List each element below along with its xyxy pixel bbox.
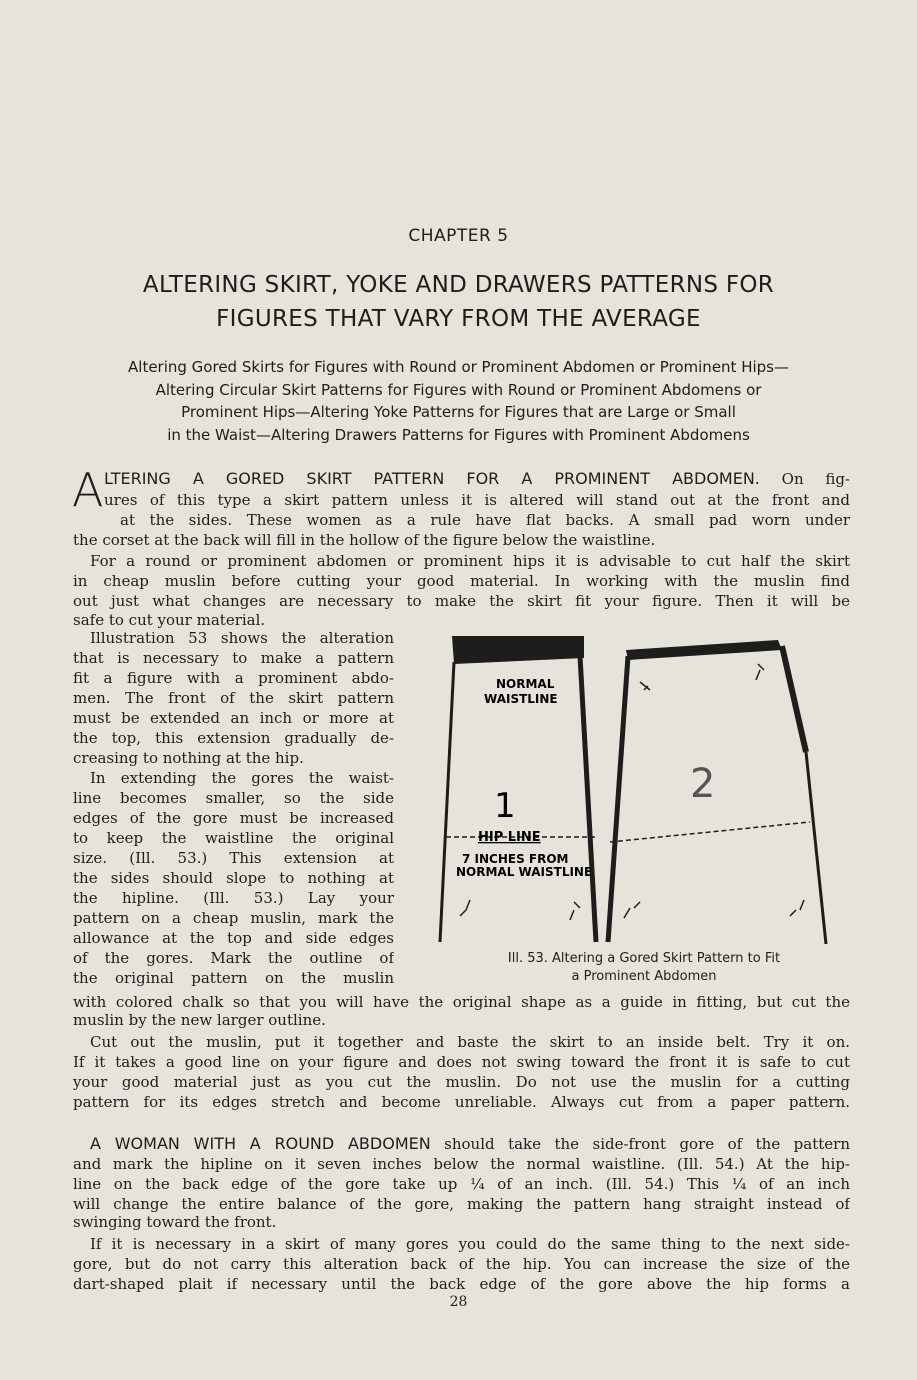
narrow-line: pattern on a cheap muslin, mark the <box>73 909 394 927</box>
gore-number-1: 1 <box>494 786 516 826</box>
paragraph-line: line on the back edge of the gore take up ¼ of an inch. (Ill. 54.) This ¼ of an inch <box>73 1175 850 1193</box>
narrow-line: the top, this extension gradually de- <box>73 729 394 747</box>
gore-2-outline <box>608 640 826 944</box>
gore-number-2: 2 <box>690 761 716 807</box>
figure-caption <box>438 950 850 986</box>
chapter-label: CHAPTER 5 <box>408 226 509 246</box>
skirt-pattern-illustration <box>438 632 850 952</box>
title-line: ALTERING SKIRT, YOKE AND DRAWERS PATTERNS FOR <box>142 272 775 298</box>
drop-cap: A <box>72 463 104 517</box>
normal-waistline-label: NORMAL <box>496 677 555 691</box>
chapter-subtitle <box>60 356 857 446</box>
paragraph-line: gore, but do not carry this alteration back of the hip. You can increase the size of the <box>73 1255 850 1273</box>
paragraph-line: safe to cut your material. <box>73 611 266 629</box>
seven-inches-label: 7 INCHES FROM <box>462 852 569 866</box>
narrow-line: must be extended an inch or more at <box>73 709 394 727</box>
narrow-line: the original pattern on the muslin <box>73 969 394 987</box>
subtitle-line: Prominent Hips—Altering Yoke Patterns for Figures that are Large or Small <box>181 403 736 421</box>
narrow-line: the sides should slope to nothing at <box>73 869 394 887</box>
paragraph-line: and mark the hipline on it seven inches below the normal waistline. (Ill. 54.) At the hip- <box>73 1155 850 1173</box>
subtitle-line: Altering Gored Skirts for Figures with Round or Prominent Abdomen or Prominent Hips— <box>128 358 789 376</box>
narrow-line: creasing to nothing at the hip. <box>73 749 304 767</box>
section-heading-line <box>104 469 850 489</box>
paragraph-line: out just what changes are necessary to make the skirt fit your figure. Then it will be <box>73 592 850 610</box>
subtitle-line: Altering Circular Skirt Patterns for Figures with Round or Prominent Abdomens or <box>155 380 762 399</box>
paragraph-line: dart-shaped plait if necessary until the back edge of the gore above the hip forms a <box>73 1275 850 1293</box>
section-lead-rest: should take the side-front gore of the pattern <box>444 1135 850 1153</box>
section-heading: LTERING A GORED SKIRT PATTERN FOR A PROMINENT ABDOMEN. <box>104 469 760 488</box>
paragraph-line: muslin by the new larger outline. <box>73 1011 326 1029</box>
section-lead: A WOMAN WITH A ROUND ABDOMEN <box>90 1134 431 1153</box>
chapter-title <box>60 268 857 336</box>
paragraph-line: If it takes a good line on your figure and does not swing toward the front it is safe to cut <box>73 1053 850 1071</box>
paragraph-line: swinging toward the front. <box>73 1213 277 1231</box>
narrow-line: edges of the gore must be increased <box>73 809 394 827</box>
paragraph-line: at the sides. These women as a rule have flat backs. A small pad worn under <box>120 511 850 529</box>
paragraph-line: in cheap muslin before cutting your good material. In working with the muslin find <box>73 572 850 590</box>
paragraph-line: For a round or prominent abdomen or prominent hips it is advisable to cut half the skirt <box>90 552 850 570</box>
hip-line-label: HIP LINE <box>478 830 541 845</box>
normal-waistline-label: WAISTLINE <box>484 692 558 706</box>
narrow-line: allowance at the top and side edges <box>73 929 394 947</box>
narrow-line: line becomes smaller, so the side <box>73 789 394 807</box>
section-heading-line <box>90 1134 850 1154</box>
paragraph-line: your good material just as you cut the muslin. Do not use the muslin for a cutting <box>73 1073 850 1091</box>
caption-line: a Prominent Abdomen <box>571 969 717 984</box>
narrow-line: of the gores. Mark the outline of <box>73 949 394 967</box>
narrow-line: men. The front of the skirt pattern <box>73 689 394 707</box>
caption-line: Ill. 53. Altering a Gored Skirt Pattern to Fit <box>507 951 781 966</box>
narrow-line: fit a figure with a prominent abdo- <box>73 669 394 687</box>
seven-inches-label: NORMAL WAISTLINE <box>456 865 593 879</box>
paragraph-line: ures of this type a skirt pattern unless it is altered will stand out at the front and <box>104 491 850 509</box>
paragraph-line: Cut out the muslin, put it together and baste the skirt to an inside belt. Try it on. <box>90 1033 850 1051</box>
paragraph-line: the corset at the back will fill in the hollow of the figure below the waistline. <box>73 531 656 549</box>
page-number: 28 <box>449 1294 468 1310</box>
narrow-line: In extending the gores the waist- <box>90 769 394 787</box>
paragraph-line: will change the entire balance of the gore, making the pattern hang straight instead of <box>73 1195 850 1213</box>
narrow-line: that is necessary to make a pattern <box>73 649 394 667</box>
narrow-line: size. (Ill. 53.) This extension at <box>73 849 394 867</box>
narrow-line: Illustration 53 shows the alteration <box>90 629 394 647</box>
narrow-line: to keep the waistline the original <box>73 829 394 847</box>
paragraph-line: pattern for its edges stretch and become unreliable. Always cut from a paper pattern. <box>73 1093 850 1111</box>
narrow-line: the hipline. (Ill. 53.) Lay your <box>73 889 394 907</box>
paragraph-line: with colored chalk so that you will have the original shape as a guide in fitting, but cut the <box>73 993 850 1011</box>
heading-tail: On fig- <box>781 470 850 488</box>
title-line: FIGURES THAT VARY FROM THE AVERAGE <box>216 306 701 332</box>
subtitle-line: in the Waist—Altering Drawers Patterns for Figures with Prominent Abdomens <box>167 425 750 444</box>
paragraph-line: If it is necessary in a skirt of many gores you could do the same thing to the next side- <box>90 1235 850 1253</box>
